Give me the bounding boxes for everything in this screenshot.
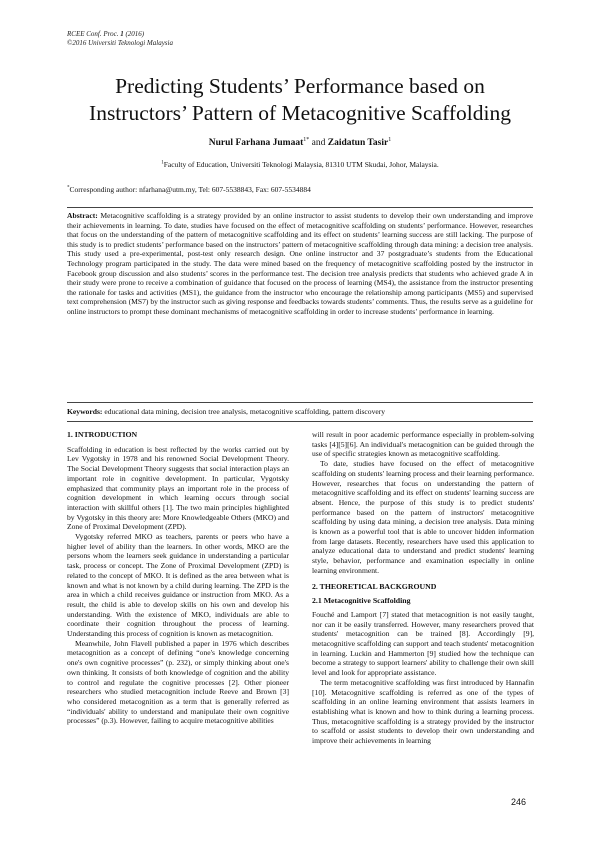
journal-citation [67, 30, 173, 39]
intro-paragraph-5: To date, studies have focused on the effect of metacognitive scaffolding on students' learning process and their learning performance. However, researches that focus on understanding the pattern of metacognitive scaffolding and its effect on students' learning success are absent. Hence, the purpose of this study is to predict students' performance based on the pattern of instructors' metacognitive scaffolding by using data mining, a decision tree analysis. Data mining is known as a powerful tool that is able to uncover hidden information from large datasets. Recently, researchers have used this application to analyze educational data to understand and predict students' learning style, behavior, performance and examination especially in online learning environment. [312, 459, 534, 575]
abstract-text: Metacognitive scaffolding is a strategy provided by an online instructor to assist students to develop their own understanding and improve their achievements in learning. To date, studies have focused on the effect of metacognitive scaffolding on students’ performance. However, researches that focus on the understanding of the pattern of metacognitive scaffolding and its effect on students’ learning success are still lacking. The purpose of this study is to predict students’ performance based on the instructors’ pattern of metacognitive scaffolding through data mining: a decision tree analysis. This study used a pre-experimental, post-test only research design. One online instructor and 37 postgraduate’s students from the Educational Technology program participated in the study. The data were mined based on the frequency of metacognitive scaffolding posted by the instructor in Facebook group discussion and also students’ scores in the performance test. The decision tree analysis predicts that students who achieved grade A in their study were prone to receive a combination of guidance that focused on the process of learning (MS4), the assistance from the instructor presenting the rationale for tasks and activities (MS1), the guidance from the instructor who encourage the relationship among participants (MS5) and supervised text comprehension (MS7) by the instructor such as giving response and feedbacks towards students’ comments. Thus, the results serve as a guideline for online instructors to prompt these dominant mechanisms of metacognitive scaffolding in order to increase students’ performance in learning. [67, 211, 533, 316]
abstract-label: Abstract: [67, 211, 98, 220]
corresponding-sup: * [67, 185, 70, 191]
intro-paragraph-2: Vygotsky referred MKO as teachers, parents or peers who have a higher level of ability than the learners. In other words, MKO are the persons whom the learners seek guidance in understanding a particular task, process or concept. The Zone of Proximal Development (ZPD) is related to the concept of MKO. It is defined as the area between what is known and what is not known by a child during learning. The ZPD is the area in which a child receives guidance or instruction from MKO. As a result, the child is able to develop skills on his own and develop his understanding. With the existence of MKO, individuals are able to coordinate their cognition throughout the process of learning. Understanding this process of cognition is known as metacognition. [67, 532, 289, 639]
affiliation-sup: 1 [161, 160, 164, 166]
page-number: 246 [511, 797, 527, 807]
abstract-top-rule [67, 207, 533, 208]
author-list [60, 137, 540, 148]
title-line-1: Predicting Students’ Performance based on [115, 74, 485, 98]
subsection-2-1-heading: 2.1 Metacognitive Scaffolding [312, 596, 411, 606]
affiliation [60, 160, 540, 169]
journal-header [67, 30, 173, 48]
journal-volume: 1 [120, 30, 124, 38]
journal-name: RCEE Conf. Proc. [67, 30, 119, 38]
author-2-sup: 1 [388, 137, 392, 143]
author-2: Zaidatun Tasir [327, 138, 389, 149]
intro-paragraph-3: Meanwhile, John Flavell published a paper in 1976 which describes metacognition as a concept of defining “one's knowledge concerning one's own cognitive processes” (p. 232), or simply thinking about one's own thinking. It consists of both knowledge of cognition and the ability to control and regulate the cognitive processes [2]. Other pioneer researchers who studied metacognition include Reeve and Brown [3] who considered metacognition as a term that is generally referred as “individuals' ability to understand and manipulate their own cognitive processes” (p.3). However, failing to acquire metacognitive abilities [67, 638, 289, 726]
section-2-heading: 2. THEORETICAL BACKGROUND [312, 581, 437, 591]
copyright-line: ©2016 Universiti Teknologi Malaysia [67, 39, 173, 47]
journal-year: (2016) [125, 30, 145, 38]
paper-title [60, 73, 540, 127]
background-paragraph-1: Fouché and Lamport [7] stated that metacognition is not easily taught, nor can it be easily transferred. However, many researchers proved that students' metacognition can be trained [8]. Accordingly [9], metacognitive scaffolding can support and teach students' metacognition in learning. Luckin and Hammerton [9] studied how the technique can become a strategy to support learners' ability to challenge their own skill level and look for appropriate assistance. [312, 609, 534, 678]
keywords [67, 407, 533, 416]
corresponding-text: Corresponding author: nfarhana@utm.my, Tel: 607-5538843, Fax: 607-5534884 [69, 185, 311, 194]
keywords-bottom-rule [67, 421, 533, 422]
corresponding-author [67, 185, 311, 194]
author-1-sup: 1* [303, 137, 310, 143]
author-1: Nurul Farhana Jumaat [208, 138, 304, 149]
title-line-2: Instructors’ Pattern of Metacognitive Scaffolding [89, 101, 511, 125]
affiliation-text: Faculty of Education, Universiti Teknologi Malaysia, 81310 UTM Skudai, Johor, Malaysia. [163, 160, 439, 169]
background-paragraph-2: The term metacognitive scaffolding was first introduced by Hannafin [10]. Metacognitive scaffolding is referred as one of the types of scaffolding in an online learning environment that assists learners in establishing what is known and how to think during a learning process. Thus, metacognitive scaffolding is a strategy provided by the instructor to scaffold or assist students to develop their own understanding and improve their achievements in learning [312, 677, 534, 746]
keywords-label: Keywords: [67, 407, 103, 416]
abstract-bottom-rule [67, 402, 533, 403]
section-1-heading: 1. INTRODUCTION [67, 430, 138, 439]
right-column [312, 430, 534, 746]
author-conjunction: and [311, 138, 326, 149]
intro-paragraph-4: will result in poor academic performance especially in problem-solving tasks [4][5][6]. An individual's metacognition can be guided through the use of specific strategies known as metacognitive scaffolding. [312, 430, 534, 459]
intro-paragraph-1: Scaffolding in education is best reflected by the works carried out by Lev Vygotsky in 1978 and his renowned Social Development Theory. The Social Development Theory suggests that social interaction plays an important role in cognitive development. In particular, Vygotsky emphasized that community plays an important role in the process of cognition development in which learning occurs through social interaction with skillful others [1]. The two main principles highlighted by Vygotsky in this theory are: More Knowledgeable Others (MKO) and Zone of Proximal Development (ZPD). [67, 444, 289, 532]
left-column [67, 430, 289, 726]
abstract [67, 211, 533, 317]
keywords-text: educational data mining, decision tree analysis, metacognitive scaffolding, pattern discovery [104, 407, 386, 416]
